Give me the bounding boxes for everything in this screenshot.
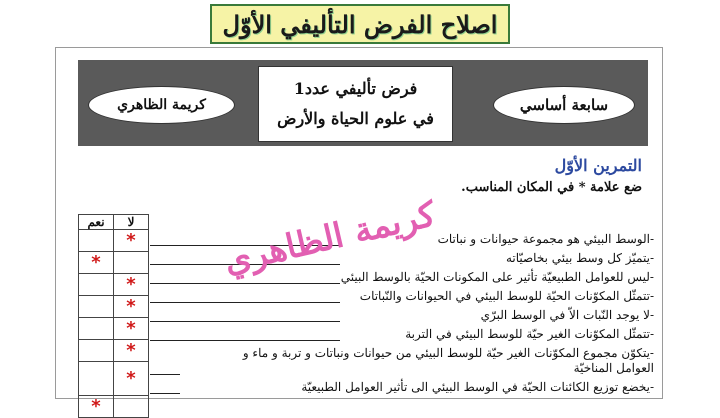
- answer-cell-no[interactable]: [114, 252, 149, 274]
- answer-row: [79, 230, 149, 252]
- statement-dotted-line: [150, 374, 180, 375]
- grade-oval: سابعة أساسي: [493, 86, 635, 124]
- exercise-instruction: ضع علامة * في المكان المناسب.: [461, 180, 642, 195]
- answer-cell-yes[interactable]: [79, 340, 114, 362]
- answer-row: [79, 362, 149, 396]
- statement-text: -ليس للعوامل الطبيعيّة تأثير على المكونات الحيّة بالوسط البيئي: [340, 270, 654, 284]
- answer-cell-yes[interactable]: [79, 362, 114, 396]
- statement-text: -لا يوجد النّبات الاّ في الوسط البرّي: [480, 308, 654, 322]
- statement-text-continued: العوامل المناخيّة: [573, 361, 654, 375]
- statement-text: -يتكوّن مجموع المكوّنات الغير حيّة للوسط البيئي من حيوانات ونباتات و تربة و ماء و: [242, 346, 654, 360]
- answer-cell-no[interactable]: *: [114, 318, 149, 340]
- statement-dotted-line: [150, 340, 340, 341]
- answer-cell-no[interactable]: [114, 396, 149, 418]
- statement-text: -يتميّز كل وسط بيئي بخاصيّاته: [505, 251, 654, 265]
- answer-row: [79, 274, 149, 296]
- answer-cell-no[interactable]: *: [114, 340, 149, 362]
- statement-dotted-line: [150, 302, 340, 303]
- answer-cell-yes[interactable]: *: [79, 396, 114, 418]
- answer-cell-no[interactable]: *: [114, 296, 149, 318]
- page-banner-title: اصلاح الفرض التأليفي الأوّل: [210, 4, 510, 44]
- answer-grid: [78, 214, 149, 418]
- statement-text: -تتمثّل المكوّنات الحيّة للوسط البيئي في الحيوانات والنّباتات: [359, 289, 654, 303]
- answer-cell-no[interactable]: *: [114, 274, 149, 296]
- exercise-title: التمرين الأوّل: [554, 156, 642, 175]
- column-header-yes: نعم: [79, 215, 114, 230]
- answer-cell-no[interactable]: *: [114, 230, 149, 252]
- answer-row: [79, 252, 149, 274]
- answer-cell-yes[interactable]: *: [79, 252, 114, 274]
- statement-text: -الوسط البيئي هو مجموعة حيوانات و نباتات: [437, 232, 654, 246]
- statement-text: -يخضع توزيع الكائنات الحيّة في الوسط البيئي الى تأثير العوامل الطبيعيّة: [301, 380, 654, 394]
- answer-cell-yes[interactable]: [79, 274, 114, 296]
- answer-row: [79, 296, 149, 318]
- answer-row: [79, 340, 149, 362]
- exam-header: [78, 60, 648, 146]
- student-name-oval: كريمة الظاهري: [88, 86, 235, 124]
- statement-dotted-line: [150, 283, 340, 284]
- answer-cell-yes[interactable]: [79, 230, 114, 252]
- answer-cell-no[interactable]: *: [114, 362, 149, 396]
- column-header-no: لا: [114, 215, 149, 230]
- watermark-signature: كريمة الظاهري: [220, 194, 440, 282]
- statement-text: -تتمثّل المكوّنات الغير حيّة للوسط البيئي في التربة: [405, 327, 654, 341]
- test-title-box: [258, 66, 453, 142]
- answer-cell-yes[interactable]: [79, 296, 114, 318]
- statement-dotted-line: [150, 321, 340, 322]
- answer-cell-yes[interactable]: [79, 318, 114, 340]
- test-title-line2: في علوم الحياة والأرض: [277, 109, 434, 128]
- test-title-line1: فرض تأليفي عدد1: [293, 79, 418, 98]
- answer-row: [79, 318, 149, 340]
- statement-dotted-line: [150, 393, 180, 394]
- answer-row: [79, 396, 149, 418]
